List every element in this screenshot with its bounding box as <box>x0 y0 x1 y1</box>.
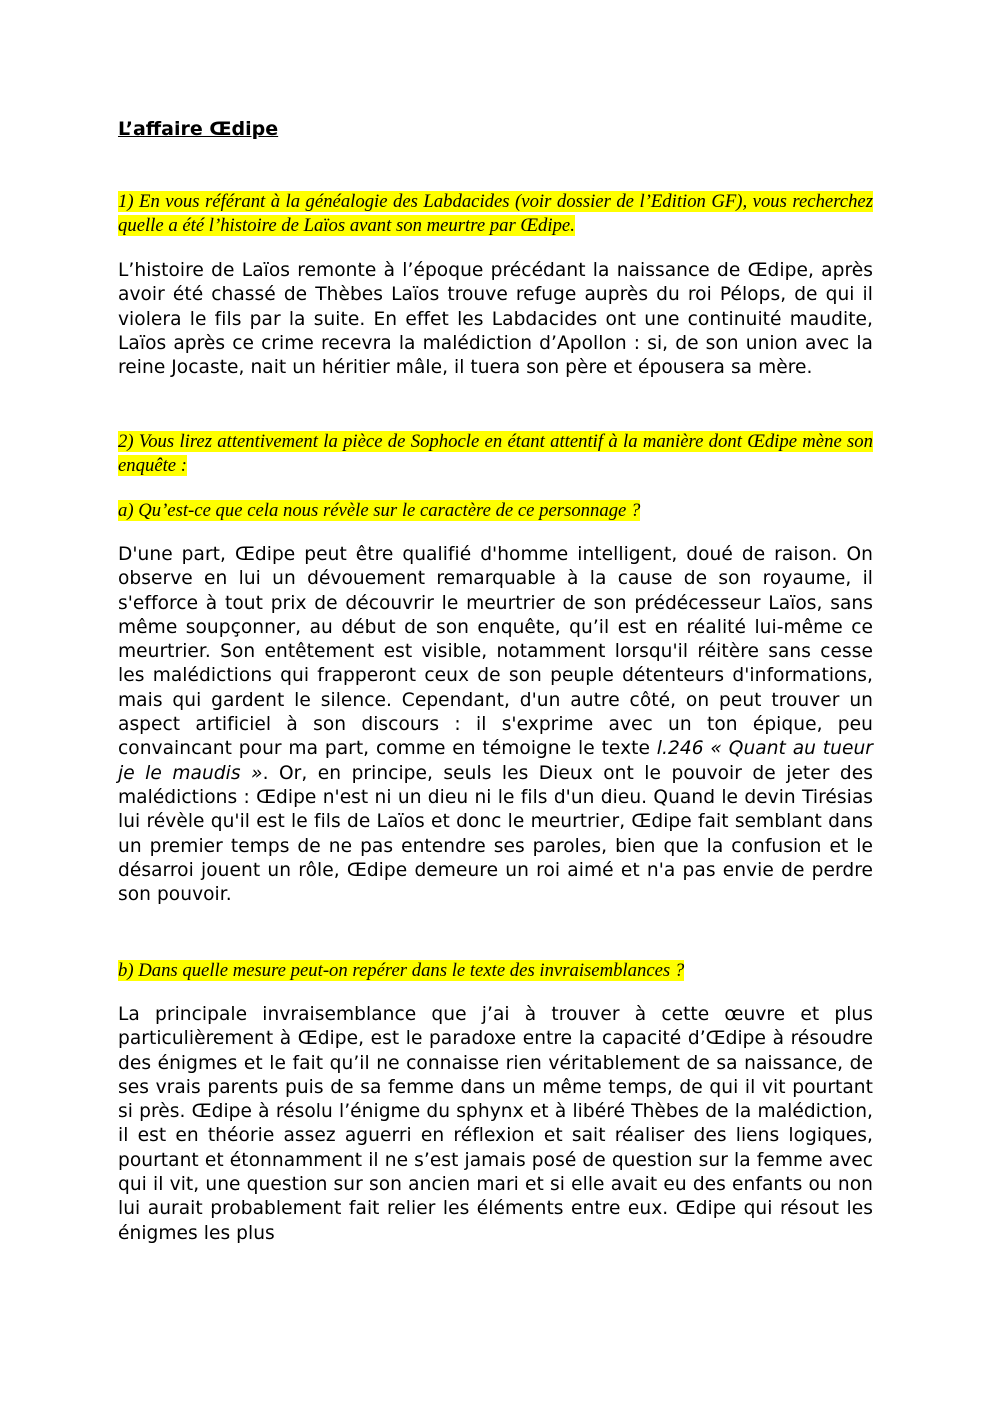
answer-2a-part1: D'une part, Œdipe peut être qualifié d'homme intelligent, doué de raison. On observe en lui un dévouement remarquable à la cause de son royaume, il s'efforce à tout prix de découvrir le meurtrier de son prédécesseur Laïos, sans même soupçonner, au début de son enquête, qu’il est en réalité lui-même ce meurtrier. Son entêtement est visible, notamment lorsqu'il réitère sans cesse les malédictions qui frapperont ceux de son peuple détenteurs d'informations, mais qui gardent le silence. Cependant, d'un autre côté, on peut trouver un aspect artificiel à son discours : il s'exprime avec un ton épique, peu convaincant pour ma part, comme en témoigne le texte <box>118 544 873 760</box>
question-2a <box>118 499 873 523</box>
answer-2a <box>118 543 873 907</box>
question-2-text: 2) Vous lirez attentivement la pièce de Sophocle en étant attentif à la manière dont Œdipe mène son enquête : <box>118 431 873 476</box>
question-1-text: 1) En vous référant à la généalogie des Labdacides (voir dossier de l’Edition GF), vous recherchez quelle a été l’histoire de Laïos avant son meurtre par Œdipe. <box>118 191 873 236</box>
question-2a-text: a) Qu’est-ce que cela nous révèle sur le caractère de ce personnage ? <box>118 500 641 521</box>
question-2b-text: b) Dans quelle mesure peut-on repérer dans le texte des invraisemblances ? <box>118 960 685 981</box>
page-title: L’affaire Œdipe <box>118 118 279 140</box>
question-2 <box>118 430 873 477</box>
answer-2a-part2: . Or, en principe, seuls les Dieux ont le pouvoir de jeter des malédictions : Œdipe n'est ni un dieu ni le fils d'un dieu. Quand le devin Tirésias lui révèle qu'il est le fils de Laïos et donc le meurtrier, Œdipe fait semblant dans un premier temps de ne pas entendre ses paroles, bien que la confusion et le désarroi jouent un rôle, Œdipe demeure un roi aimé et n'a pas envie de perdre son pouvoir. <box>118 762 873 906</box>
question-1 <box>118 190 873 237</box>
question-2b <box>118 959 873 983</box>
answer-2a-citation: l.246 « Quant au tueur je le maudis » <box>118 738 873 784</box>
answer-2b: La principale invraisemblance que j’ai à trouver à cette œuvre et plus particulièrement à Œdipe, est le paradoxe entre la capacité d’Œdipe à résoudre des énigmes et le fait qu’il ne connaisse rien véritablement de sa naissance, de ses vrais parents puis de sa femme dans un même temps, de qui il vit pourtant si près. Œdipe à résolu l’énigme du sphynx et à libéré Thèbes de la malédiction, il est en théorie assez aguerri en réflexion et sait réaliser des liens logiques, pourtant et étonnamment il ne s’est jamais posé de question sur la femme avec qui il vit, une question sur son ancien mari et si elle avait eu des enfants ou non lui aurait probablement fait relier les éléments entre eux. Œdipe qui résout les énigmes les plus <box>118 1004 873 1244</box>
answer-1: L’histoire de Laïos remonte à l’époque précédant la naissance de Œdipe, après avoir été chassé de Thèbes Laïos trouve refuge auprès du roi Pélops, de qui il violera le fils par la suite. En effet les Labdacides ont une continuité maudite, Laïos après ce crime recevra la malédiction d’Apollon : si, de son union avec la reine Jocaste, nait un héritier mâle, il tuera son père et épousera sa mère. <box>118 260 873 379</box>
